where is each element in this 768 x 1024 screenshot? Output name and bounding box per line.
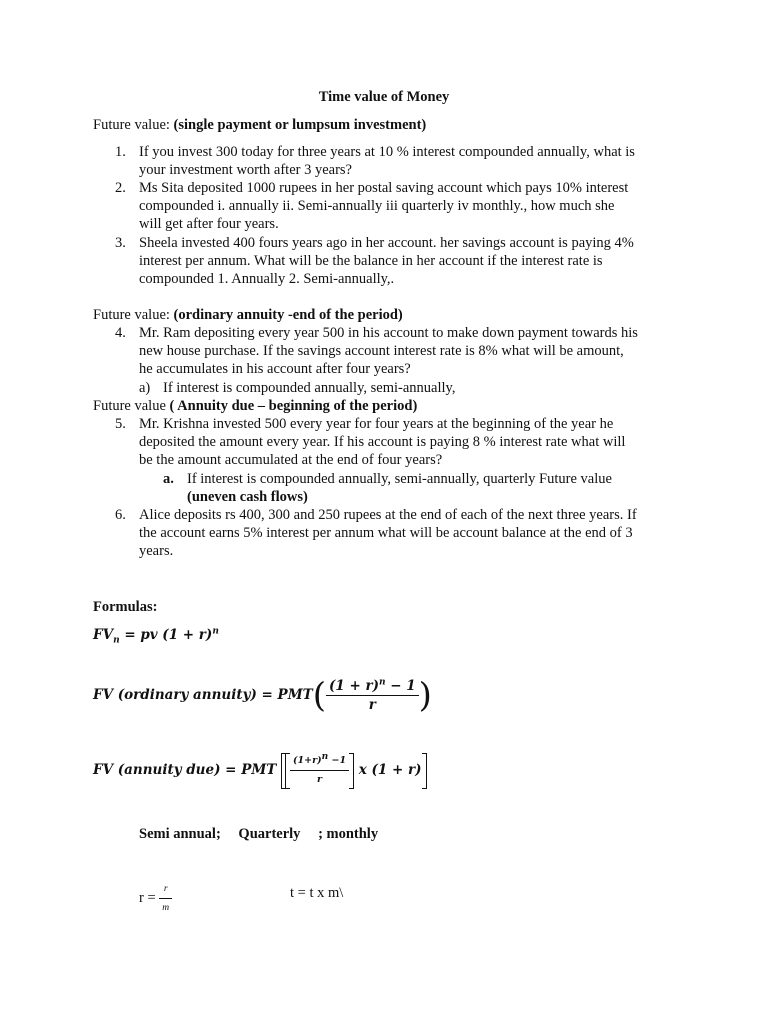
section-heading-annuity-due: Future value ( Annuity due – beginning of the period) [93,398,418,414]
rate-formula: r = $\frac{r}{m}$ [139,880,172,917]
question-4: 4. Mr. Ram depositing every year 500 in his account to make down payment towards his new house purchase. If the savings account interest rate is 8% what will be amount, he accumulates in his account after four years? a) If interest is compounded annually, semi-annually, [115,325,638,396]
compounding-periods: Semi annual; Quarterly ; monthly [139,826,379,842]
ordinary-annuity-fraction: $\frac{(1 + r)^n - 1}{r}$ [326,677,419,714]
section-heading-ordinary-annuity: Future value: (ordinary annuity -end of the period) [93,307,403,323]
formula-annuity-due: FV (annuity due) = PMT $\frac{(1+r)^n -1}{r}$ x (1 + r) [93,752,427,789]
formula-ordinary-annuity: FV (ordinary annuity) = PMT( $\frac{(1 + r)^n - 1}{r}$ ) [93,675,432,716]
question-2: 2. Ms Sita deposited 1000 rupees in her postal saving account which pays 10% interest compounded i. annually ii. Semi-annually iii quarterly iv monthly., how much she will get after four years. [115,180,629,233]
formulas-heading: Formulas: [93,599,158,615]
page-title: Time value of Money [318,89,450,105]
question-1: 1. If you invest 300 today for three years at 10 % interest compounded annually, what is your investment worth after 3 years? [115,144,635,179]
question-3: 3. Sheela invested 400 fours years ago in her account. her savings account is paying 4% interest per annum. What will be the balance in her account if the interest rate is compounded 1. Annually 2. Semi-annually,. [115,235,634,288]
question-5: 5. Mr. Krishna invested 500 every year for four years at the beginning of the year he deposited the amount every year. If his account is paying 8 % interest rate what will be the amount accumulated at the end of four years? a. If interest is compounded annually, semi-annually, quarterly Future value (uneven cash flows) [115,416,626,505]
formula-future-value: $FV_n$ = pv $(1 + r)^n$ [93,626,219,646]
question-6: 6. Alice deposits rs 400, 300 and 250 rupees at the end of each of the next three years. If the account earns 5% interest per annum what will be account balance at the end of 3 years. [115,507,637,560]
section-heading-single-payment: Future value: (single payment or lumpsum investment) [93,117,427,133]
annuity-due-fraction: $\frac{(1+r)^n -1}{r}$ [290,752,349,789]
time-formula: t = t x m\ [290,885,344,901]
